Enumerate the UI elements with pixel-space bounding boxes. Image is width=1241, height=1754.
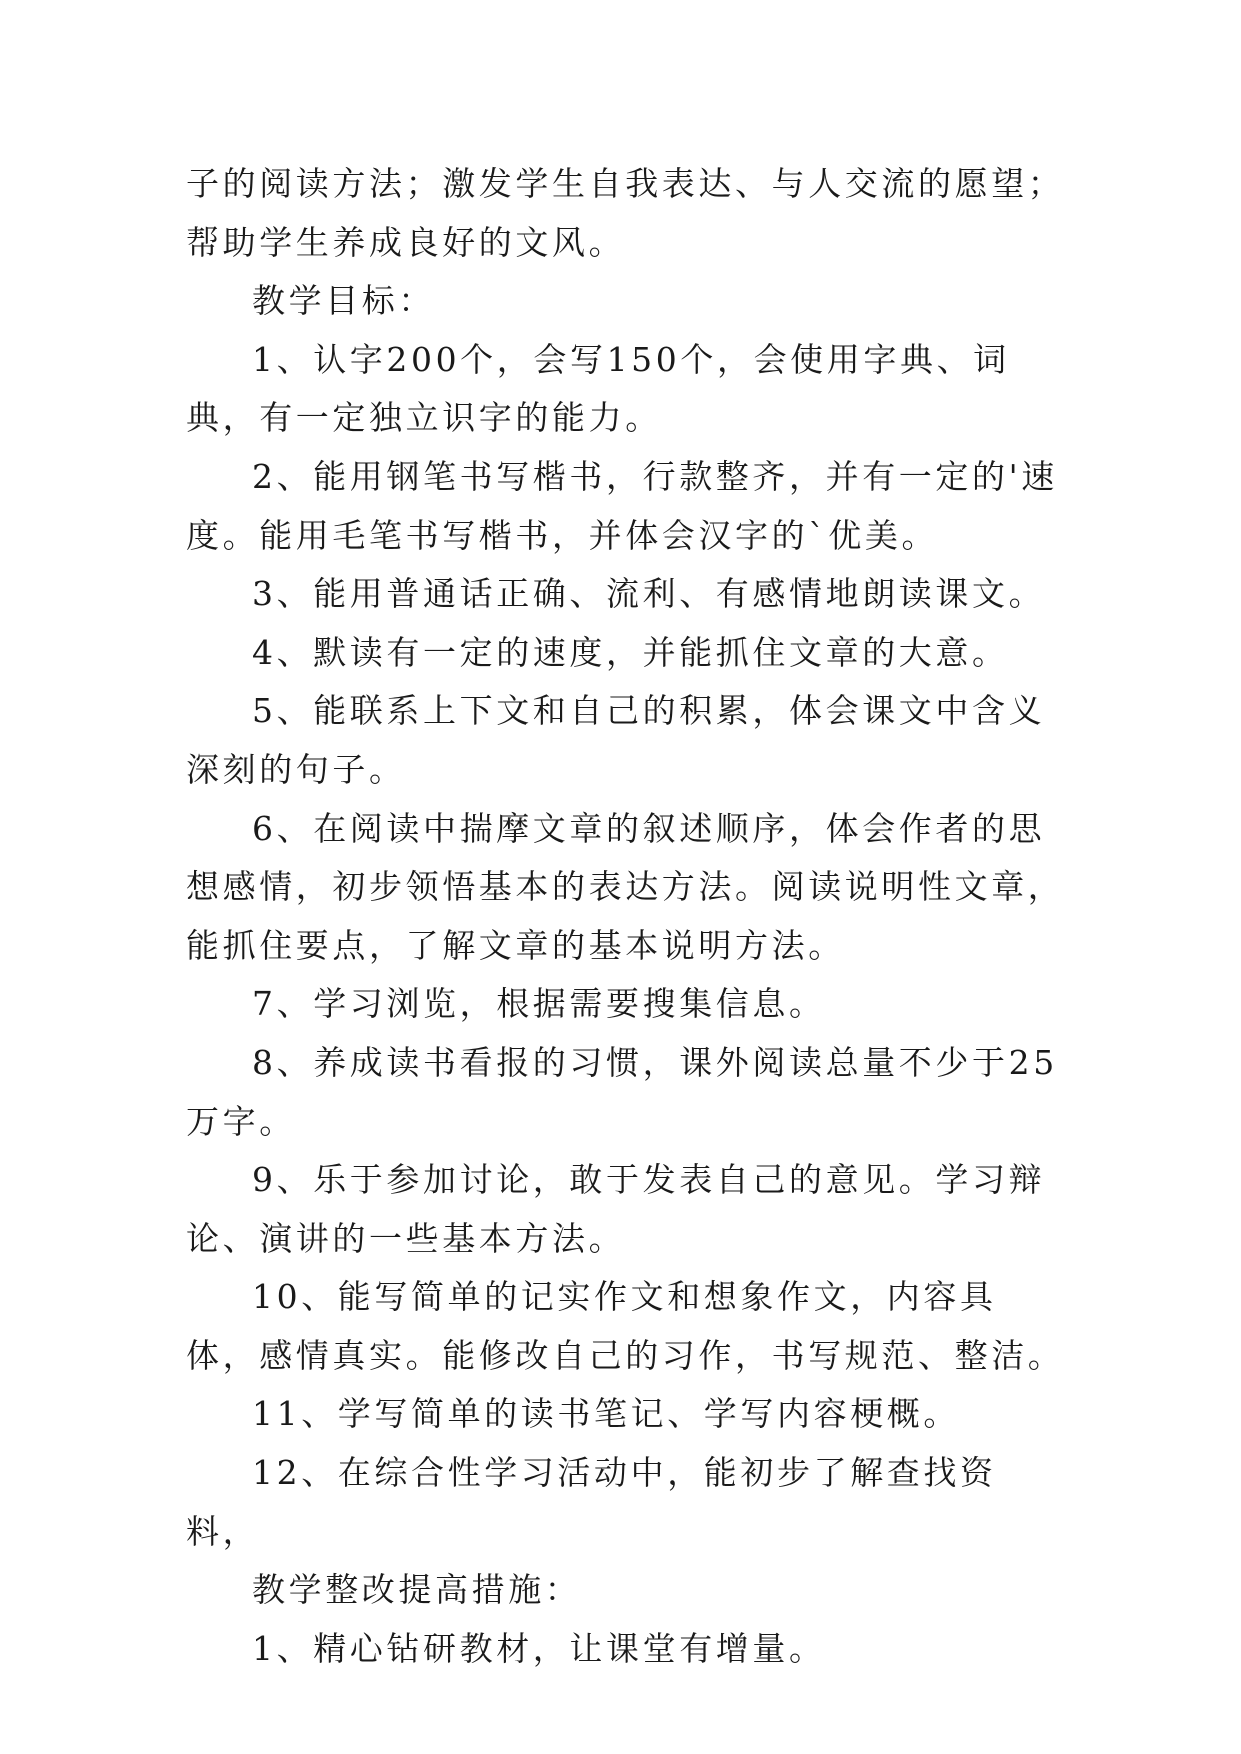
- section-heading-improvement-measures: 教学整改提高措施：: [252, 1570, 582, 1610]
- goal-item-4: 4、默读有一定的速度，并能抓住文章的大意。: [252, 632, 1009, 672]
- document-body: [186, 155, 1066, 1678]
- goal-item-11: 11、学写简单的读书笔记、学写内容梗概。: [252, 1394, 960, 1434]
- goal-item-2: 2、能用钢笔书写楷书，行款整齐，并有一定的'速度。能用毛笔书写楷书，并体会汉字的`优美。: [186, 456, 1058, 555]
- goal-item-9: 9、乐于参加讨论，敢于发表自己的意见。学习辩论、演讲的一些基本方法。: [186, 1160, 1046, 1258]
- goal-item-10: 10、能写简单的记实作文和想象作文，内容具体，感情真实。能修改自己的习作，书写规范、整洁。: [186, 1277, 1065, 1375]
- goal-item-7: 7、学习浏览，根据需要搜集信息。: [252, 984, 826, 1024]
- goal-item-5: 5、能联系上下文和自己的积累，体会课文中含义深刻的句子。: [186, 691, 1046, 789]
- measure-item-1: 1、精心钻研教材，让课堂有增量。: [252, 1628, 826, 1668]
- goal-item-12: 12、在综合性学习活动中，能初步了解查找资料，: [186, 1453, 997, 1551]
- goal-item-6: 6、在阅读中揣摩文章的叙述顺序，体会作者的思想感情，初步领悟基本的表达方法。阅读说明性文章，能抓住要点，了解文章的基本说明方法。: [186, 808, 1065, 965]
- paragraph-continuation: 子的阅读方法；激发学生自我表达、与人交流的愿望；帮助学生养成良好的文风。: [186, 164, 1065, 262]
- goal-item-1: 1、认字200个，会写150个，会使用字典、词典，有一定独立识字的能力。: [186, 339, 1010, 438]
- section-heading-teaching-goals: 教学目标：: [252, 281, 435, 321]
- goal-item-3: 3、能用普通话正确、流利、有感情地朗读课文。: [252, 574, 1046, 614]
- goal-item-8: 8、养成读书看报的习惯，课外阅读总量不少于25万字。: [186, 1042, 1058, 1141]
